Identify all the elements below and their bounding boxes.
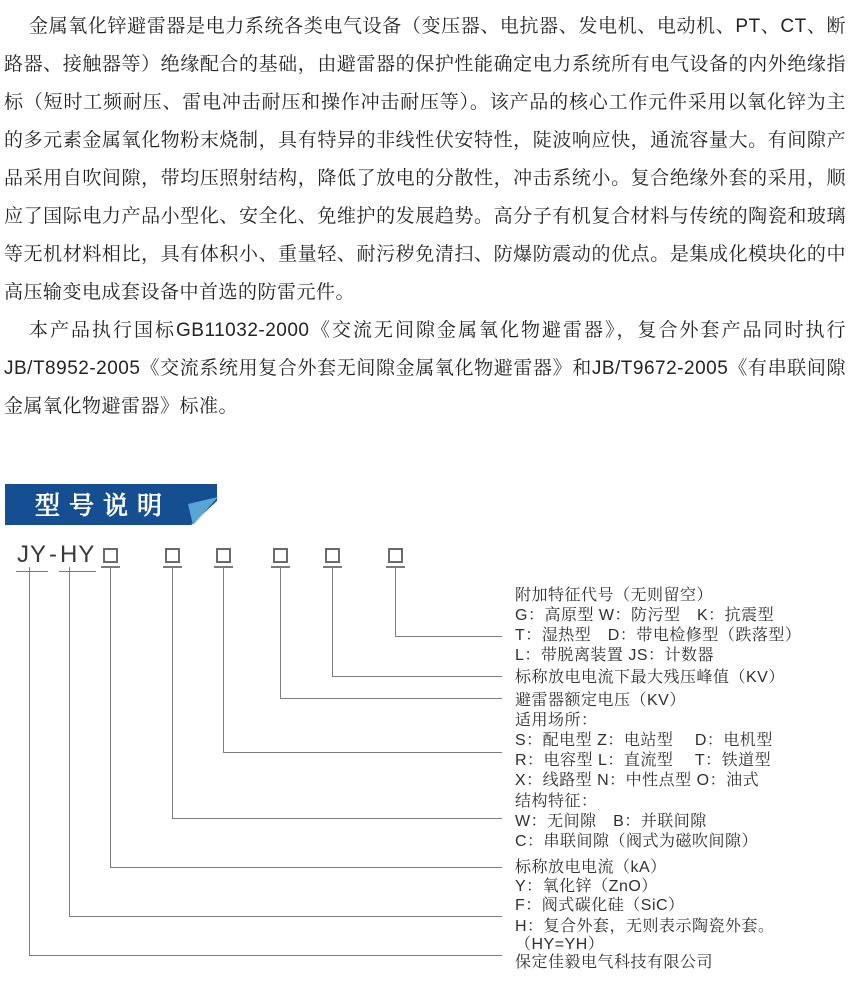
diagram-label-row: T：湿热型 D：带电检修型（跌落型） bbox=[515, 627, 802, 644]
diagram-label-row: 保定佳毅电气科技有限公司 bbox=[515, 954, 714, 971]
diagram-label-row: 标称放电电流下最大残压峰值（KV） bbox=[515, 669, 785, 686]
diagram-label-row: G：高原型 W：防污型 K：抗震型 bbox=[515, 607, 775, 624]
section-title: 型号说明 bbox=[35, 492, 172, 520]
diagram-label-row: F：阀式碳化硅（SiC） bbox=[515, 897, 685, 914]
diagram-label-row: L：带脱离装置 JS：计数器 bbox=[515, 647, 715, 664]
diagram-label-row: 结构特征： bbox=[515, 793, 598, 810]
diagram-label-row: X：线路型 N：中性点型 O：油式 bbox=[515, 772, 760, 789]
diagram-label-row: 标称放电电流（kA） bbox=[515, 859, 667, 876]
diagram-label-row: W：无间隙 B：并联间隙 bbox=[515, 813, 707, 830]
intro-paragraph-1: 金属氧化锌避雷器是电力系统各类电气设备（变压器、电抗器、发电机、电动机、PT、CT、断路器、接触器等）绝缘配合的基础，由避雷器的保护性能确定电力系统所有电气设备的内外绝缘指标（短时工频耐压、雷电冲击耐压和操作冲击耐压等）。该产品的核心工作元件采用以氧化锌为主的多元素金属氧化物粉末烧制，具有特异的非线性伏安特性，陡波响应快，通流容量大。有间隙产品采用自吹间隙，带均压照射结构，降低了放电的分散性，冲击系统小。复合绝缘外套的采用，顺应了国际电力产品小型化、安全化、免维护的发展趋势。高分子有机复合材料与传统的陶瓷和玻璃等无机材料相比，具有体积小、重量轻、耐污秽免清扫、防爆防震动的优点。是集成化模块化的中高压输变电成套设备中首选的防雷元件。 bbox=[4, 16, 846, 303]
model-prefix-dash: - bbox=[49, 541, 59, 568]
diagram-label-row: 避雷器额定电压（KV） bbox=[515, 692, 686, 709]
diagram-label-row: 附加特征代号（无则留空） bbox=[515, 587, 714, 604]
diagram-label-row: R：电容型 L：直流型 T：铁道型 bbox=[515, 752, 772, 769]
intro-section bbox=[0, 0, 850, 426]
diagram-label-row: 适用场所： bbox=[515, 712, 598, 729]
intro-paragraph-2: 本产品执行国标GB11032-2000《交流无间隙金属氧化物避雷器》，复合外套产品同时执行JB/T8952-2005《交流系统用复合外套无间隙金属氧化物避雷器》和JB/T9672-2005《有串联间隙金属氧化物避雷器》标准。 bbox=[4, 320, 846, 417]
diagram-label-row: H：复合外套，无则表示陶瓷外套。 bbox=[515, 918, 775, 935]
model-prefix-hy: HY bbox=[59, 541, 96, 572]
model-prefix-jy: JY bbox=[16, 541, 48, 572]
diagram-label-row: C：串联间隙（阀式为磁吹间隙） bbox=[515, 833, 759, 850]
diagram-label-row: （HY=YH） bbox=[515, 936, 605, 953]
section-banner bbox=[5, 484, 230, 526]
diagram-label-row: S：配电型 Z：电站型 D：电机型 bbox=[515, 732, 773, 749]
diagram-label-row: Y：氧化锌（ZnO） bbox=[515, 878, 658, 895]
